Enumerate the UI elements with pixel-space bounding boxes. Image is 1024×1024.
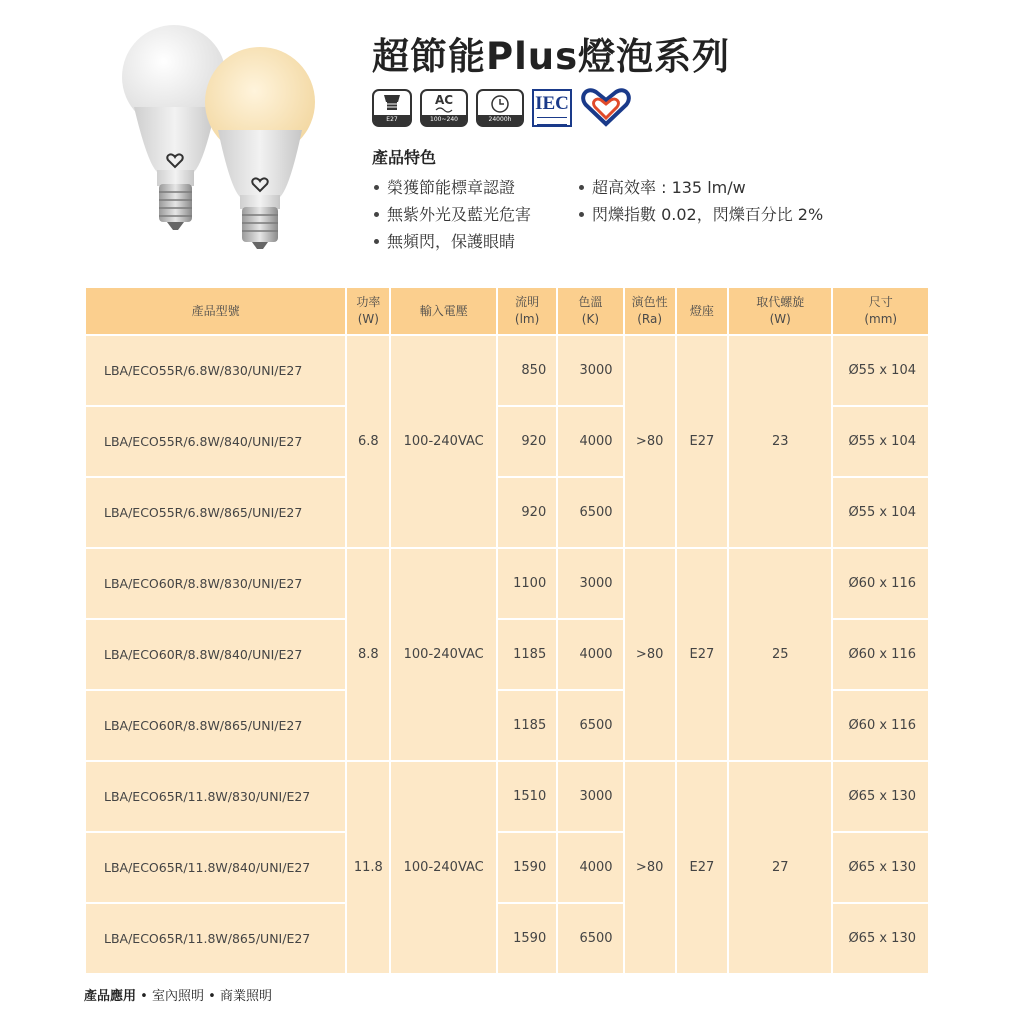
model-cell: LBA/ECO65R/11.8W/865/UNI/E27 [86, 904, 345, 973]
feature-item: 閃爍指數 0.02，閃爍百分比 2% [577, 202, 823, 225]
model-cell: LBA/ECO65R/11.8W/840/UNI/E27 [86, 833, 345, 902]
feature-item: 無紫外光及藍光危害 [372, 202, 531, 225]
col-header-lumen: 流明 (lm) [498, 288, 556, 334]
lumen-cell: 850 [498, 336, 556, 405]
white-bulb [122, 25, 226, 230]
model-cell: LBA/ECO55R/6.8W/840/UNI/E27 [86, 407, 345, 476]
lifetime-clock-icon: 24000h [476, 89, 524, 127]
size-cell: Ø65 x 130 [833, 833, 928, 902]
replace-cell: 27 [729, 762, 831, 973]
cct-cell: 4000 [558, 620, 622, 689]
lumen-cell: 920 [498, 407, 556, 476]
replace-cell: 23 [729, 336, 831, 547]
e27-base-icon: E27 [372, 89, 412, 127]
feature-item: 榮獲節能標章認證 [372, 175, 515, 198]
table-row [86, 549, 928, 618]
replace-cell: 25 [729, 549, 831, 760]
voltage-cell: 100-240VAC [391, 336, 496, 547]
feature-item: 超高效率 : 135 lm/w [577, 175, 746, 198]
ac-voltage-icon: AC 100~240 [420, 89, 468, 127]
base-cell: E27 [677, 762, 727, 973]
size-cell: Ø55 x 104 [833, 478, 928, 547]
size-cell: Ø60 x 116 [833, 691, 928, 760]
cct-cell: 4000 [558, 407, 622, 476]
product-bulbs-image [112, 12, 322, 252]
application-item: 室內照明 [151, 989, 204, 1004]
table-row [86, 336, 928, 405]
col-header-replace: 取代螺旋 (W) [729, 288, 831, 334]
col-header-voltage: 輸入電壓 [391, 288, 496, 334]
application-item: 商業照明 [219, 989, 272, 1004]
col-header-size: 尺寸 (mm) [833, 288, 928, 334]
lumen-cell: 1510 [498, 762, 556, 831]
applications-line: 產品應用 • 室內照明 • 商業照明 [84, 989, 272, 1004]
cct-cell: 6500 [558, 904, 622, 973]
size-cell: Ø60 x 116 [833, 549, 928, 618]
energy-label-icon [580, 88, 632, 128]
iec-logo-icon: IEC [532, 89, 572, 127]
model-cell: LBA/ECO55R/6.8W/830/UNI/E27 [86, 336, 345, 405]
base-cell: E27 [677, 336, 727, 547]
model-cell: LBA/ECO55R/6.8W/865/UNI/E27 [86, 478, 345, 547]
base-cell: E27 [677, 549, 727, 760]
lumen-cell: 1185 [498, 620, 556, 689]
size-cell: Ø65 x 130 [833, 904, 928, 973]
cct-cell: 6500 [558, 478, 622, 547]
lumen-cell: 920 [498, 478, 556, 547]
col-header-power: 功率 (W) [347, 288, 389, 334]
lumen-cell: 1590 [498, 904, 556, 973]
col-header-cct: 色溫 (K) [558, 288, 622, 334]
power-cell: 8.8 [347, 549, 389, 760]
certification-icons [372, 88, 632, 128]
spec-table [84, 286, 930, 975]
col-header-cri: 演色性 (Ra) [625, 288, 675, 334]
cct-cell: 3000 [558, 762, 622, 831]
table-row [86, 762, 928, 831]
cri-cell: >80 [625, 549, 675, 760]
model-cell: LBA/ECO60R/8.8W/840/UNI/E27 [86, 620, 345, 689]
model-cell: LBA/ECO60R/8.8W/865/UNI/E27 [86, 691, 345, 760]
voltage-cell: 100-240VAC [391, 762, 496, 973]
lumen-cell: 1100 [498, 549, 556, 618]
lumen-cell: 1590 [498, 833, 556, 902]
cct-cell: 4000 [558, 833, 622, 902]
features-heading: 產品特色 [372, 148, 437, 167]
power-cell: 11.8 [347, 762, 389, 973]
cri-cell: >80 [625, 762, 675, 973]
size-cell: Ø65 x 130 [833, 762, 928, 831]
col-header-base: 燈座 [677, 288, 727, 334]
page-title: 超節能Plus燈泡系列 [372, 35, 731, 78]
col-header-model: 產品型號 [86, 288, 345, 334]
lumen-cell: 1185 [498, 691, 556, 760]
size-cell: Ø55 x 104 [833, 407, 928, 476]
feature-item: 無頻閃，保護眼睛 [372, 229, 515, 252]
model-cell: LBA/ECO60R/8.8W/830/UNI/E27 [86, 549, 345, 618]
cct-cell: 3000 [558, 336, 622, 405]
size-cell: Ø60 x 116 [833, 620, 928, 689]
table-header-row [86, 288, 928, 334]
applications-label: 產品應用 [84, 989, 137, 1004]
model-cell: LBA/ECO65R/11.8W/830/UNI/E27 [86, 762, 345, 831]
cri-cell: >80 [625, 336, 675, 547]
power-cell: 6.8 [347, 336, 389, 547]
cct-cell: 3000 [558, 549, 622, 618]
voltage-cell: 100-240VAC [391, 549, 496, 760]
cct-cell: 6500 [558, 691, 622, 760]
size-cell: Ø55 x 104 [833, 336, 928, 405]
warm-bulb [205, 47, 315, 249]
